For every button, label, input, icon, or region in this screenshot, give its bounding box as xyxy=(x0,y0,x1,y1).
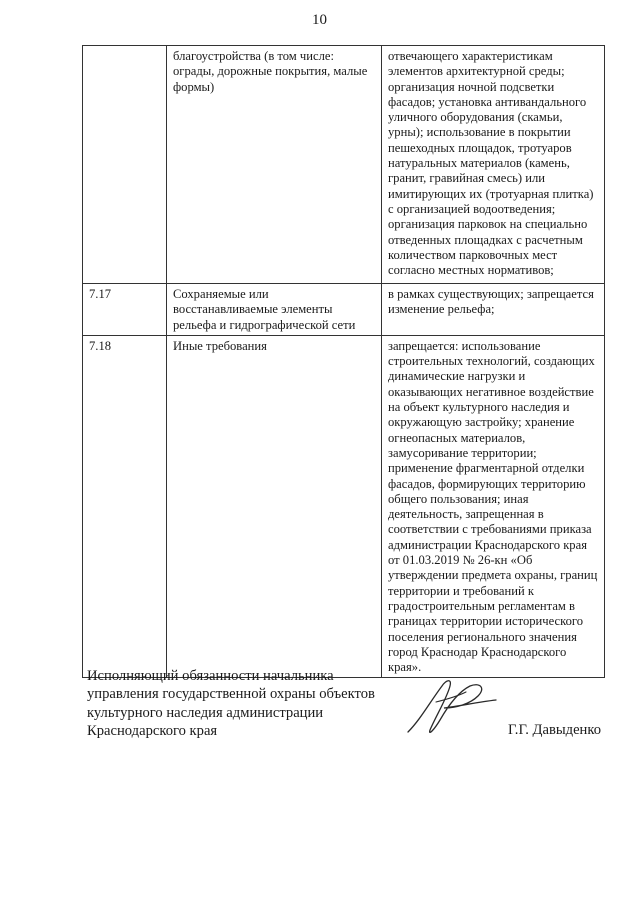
signer-position-line: культурного наследия администрации xyxy=(87,704,324,721)
row-number-cell xyxy=(83,46,167,284)
requirements-table xyxy=(82,45,605,678)
requirement-value-cell: запрещается: использование строительных технологий, создающих динамические нагрузки и оказывающих негативное воздействие на объект культурного наследия и окружающую застройку; хранение огнеопасных материалов, замусоривание территории; применение фрагментарной отделки фасадов, формирующих территорию общего пользования; иная деятельность, запрещенная в соответствии с требованиями приказа администрации Краснодарского края от 01.03.2019 № 26-кн «Об утверждении предмета охраны, границ территории и требований к градостроительным регламентам в границах территории исторического поселения регионального значения город Краснодар Краснодарского края». xyxy=(382,335,605,678)
table-row xyxy=(83,335,605,678)
table-row xyxy=(83,46,605,284)
signer-position-line: управления государственной охраны объектов xyxy=(87,686,375,703)
requirement-name-cell: Иные требования xyxy=(167,335,382,678)
signer-name: Г.Г. Давыденко xyxy=(508,722,602,738)
requirement-value-cell: отвечающего характеристикам элементов архитектурной среды; организация ночной подсветки фасадов; установка антивандального уличного оборудования (скамьи, урны); использование в покрытии пешеходных площадок, тротуаров натуральных материалов (камень, гранит, гравийная смесь) или имитирующих их (тротуарная плитка) с организацией водоотведения; организация парковок на специально отведенных площадках с расчетным количеством парковочных мест согласно местных нормативов; xyxy=(382,46,605,284)
signer-position-line: Исполняющий обязанности начальника xyxy=(87,668,334,684)
signature-block xyxy=(87,667,375,741)
handwritten-signature xyxy=(400,672,500,742)
table-row xyxy=(83,284,605,336)
row-number-cell: 7.18 xyxy=(83,335,167,678)
page-number: 10 xyxy=(312,12,327,28)
requirement-name-cell: Сохраняемые или восстанавливаемые элементы рельефа и гидрографической сети xyxy=(167,284,382,336)
requirement-name-cell: благоустройства (в том числе: ограды, дорожные покрытия, малые формы) xyxy=(167,46,382,284)
signer-position-line: Краснодарского края xyxy=(87,723,218,740)
row-number-cell: 7.17 xyxy=(83,284,167,336)
requirement-value-cell: в рамках существующих; запрещается изменение рельефа; xyxy=(382,284,605,336)
